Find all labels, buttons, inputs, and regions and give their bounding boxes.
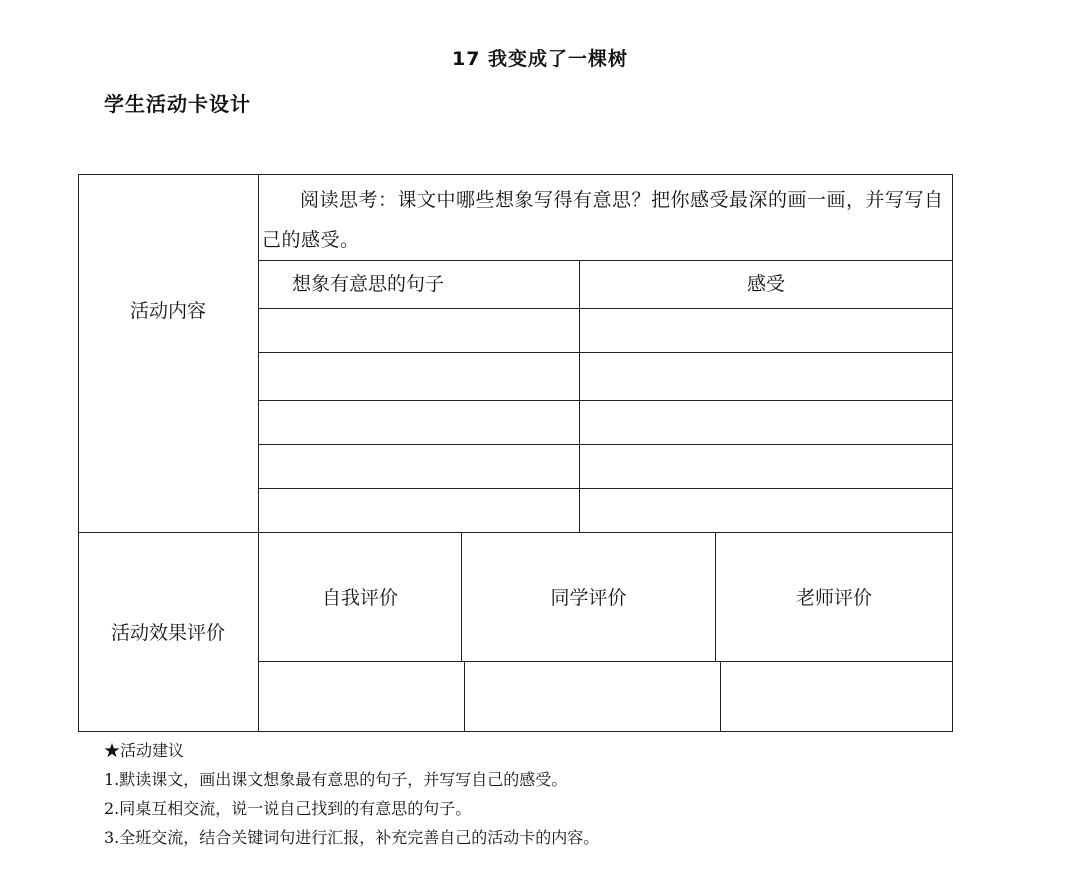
blank-row-divider-3 bbox=[258, 444, 953, 445]
table-border-top bbox=[78, 174, 953, 175]
blank-row-divider-4 bbox=[258, 488, 953, 489]
label-column-divider bbox=[258, 174, 259, 732]
activity-suggestions bbox=[104, 736, 599, 852]
page-title: 17 我变成了一棵树 bbox=[451, 48, 629, 70]
evaluation-row-divider bbox=[258, 661, 953, 662]
table-border-right bbox=[952, 174, 953, 732]
peer-evaluation-header: 同学评价 bbox=[550, 587, 627, 609]
column-header-sentence: 想象有意思的句子 bbox=[292, 273, 445, 295]
self-evaluation-header: 自我评价 bbox=[321, 587, 398, 609]
instruction-row-divider bbox=[258, 260, 953, 261]
teacher-evaluation-header: 老师评价 bbox=[795, 587, 872, 609]
eval-divider-lower-1 bbox=[464, 661, 465, 732]
blank-row-divider-1 bbox=[258, 352, 953, 353]
sentence-feeling-divider bbox=[579, 260, 580, 533]
activity-instruction: 阅读思考：课文中哪些想象写得有意思？把你感受最深的画一画，并写写自己的感受。 bbox=[262, 189, 944, 251]
table-border-left bbox=[78, 174, 79, 732]
section-divider bbox=[78, 532, 953, 533]
header-row-divider bbox=[258, 308, 953, 309]
column-header-feeling: 感受 bbox=[746, 273, 785, 295]
blank-row-divider-2 bbox=[258, 400, 953, 401]
suggestion-item: 3.全班交流，结合关键词句进行汇报，补充完善自己的活动卡的内容。 bbox=[104, 828, 600, 847]
eval-divider-lower-2 bbox=[720, 661, 721, 732]
activity-content-label: 活动内容 bbox=[129, 300, 206, 322]
suggestion-item: 1.默读课文，画出课文想象最有意思的句子，并写写自己的感受。 bbox=[104, 770, 568, 789]
section-title: 学生活动卡设计 bbox=[104, 92, 251, 116]
suggestion-item: 2.同桌互相交流，说一说自己找到的有意思的句子。 bbox=[104, 799, 472, 818]
suggestions-heading: ★活动建议 bbox=[104, 741, 185, 760]
evaluation-label: 活动效果评价 bbox=[110, 622, 225, 644]
table-border-bottom bbox=[78, 731, 953, 732]
